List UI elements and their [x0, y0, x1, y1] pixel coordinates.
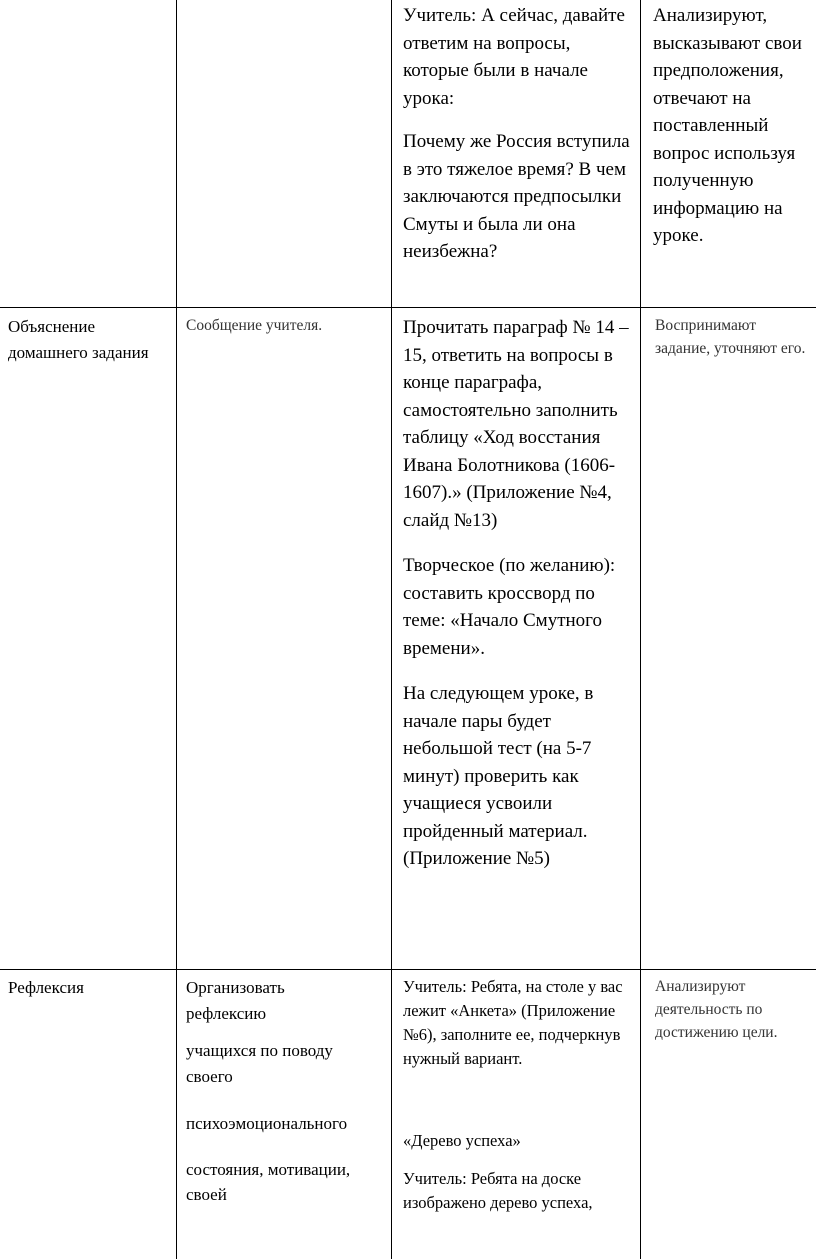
column-divider [176, 0, 177, 1259]
paragraph: Творческое (по желанию): составить кроссворд по теме: «Начало Смутного времени». [403, 555, 616, 659]
paragraph: Сообщение учителя. [186, 317, 323, 334]
paragraph: состояния, мотивации, своей [186, 1159, 351, 1204]
paragraph: Учитель: Ребята на доске изображено дерево успеха, [403, 1169, 593, 1212]
column-divider [391, 0, 392, 1259]
row-divider [0, 969, 816, 970]
paragraph: психоэмоционального [186, 1114, 348, 1133]
row-divider [0, 307, 816, 308]
cell-student-activity [653, 2, 816, 250]
paragraph: Прочитать параграф № 14 – 15, ответить на вопросы в конце параграфа, самостоятельно заполнить таблицу «Ход восстания Ивана Болотникова (1606-1607).» (Приложение №4, слайд №13) [403, 317, 629, 531]
cell-student-activity [655, 314, 810, 360]
paragraph: Организовать рефлексию [186, 978, 285, 1023]
cell-stage-name [8, 314, 168, 365]
paragraph: «Дерево успеха» [403, 1131, 521, 1150]
paragraph: Воспринимают задание, уточняют его. [655, 317, 806, 357]
stage-label: Объяснение домашнего задания [8, 317, 149, 362]
paragraph: На следующем уроке, в начале пары будет небольшой тест (на 5-7 минут) проверить как учащиеся усвоили пройденный материал. (Приложение №5) [403, 683, 594, 869]
cell-goal [186, 975, 390, 1208]
stage-label: Рефлексия [8, 978, 84, 997]
paragraph: Анализируют, высказывают свои предположения, отвечают на поставленный вопрос используя полученную информацию на уроке. [653, 5, 802, 246]
cell-stage-name [8, 975, 168, 1001]
paragraph: Почему же Россия вступила в это тяжелое время? В чем заключаются предпосылки Смуты и была ли она неизбежна? [403, 131, 630, 262]
paragraph: Анализируют деятельность по достижению цели. [655, 978, 778, 1041]
paragraph: Учитель: А сейчас, давайте ответим на вопросы, которые были в начале урока: [403, 5, 625, 109]
paragraph: Учитель: Ребята, на столе у вас лежит «Анкета» (Приложение №6), заполните ее, подчеркнув нужный вариант. [403, 977, 623, 1068]
column-divider [640, 0, 641, 1259]
cell-teacher-activity [403, 975, 635, 1215]
cell-teacher-activity [403, 314, 635, 873]
cell-teacher-activity [403, 2, 638, 266]
paragraph: учащихся по поводу своего [186, 1041, 333, 1086]
cell-student-activity [655, 975, 810, 1044]
cell-goal [186, 314, 386, 337]
